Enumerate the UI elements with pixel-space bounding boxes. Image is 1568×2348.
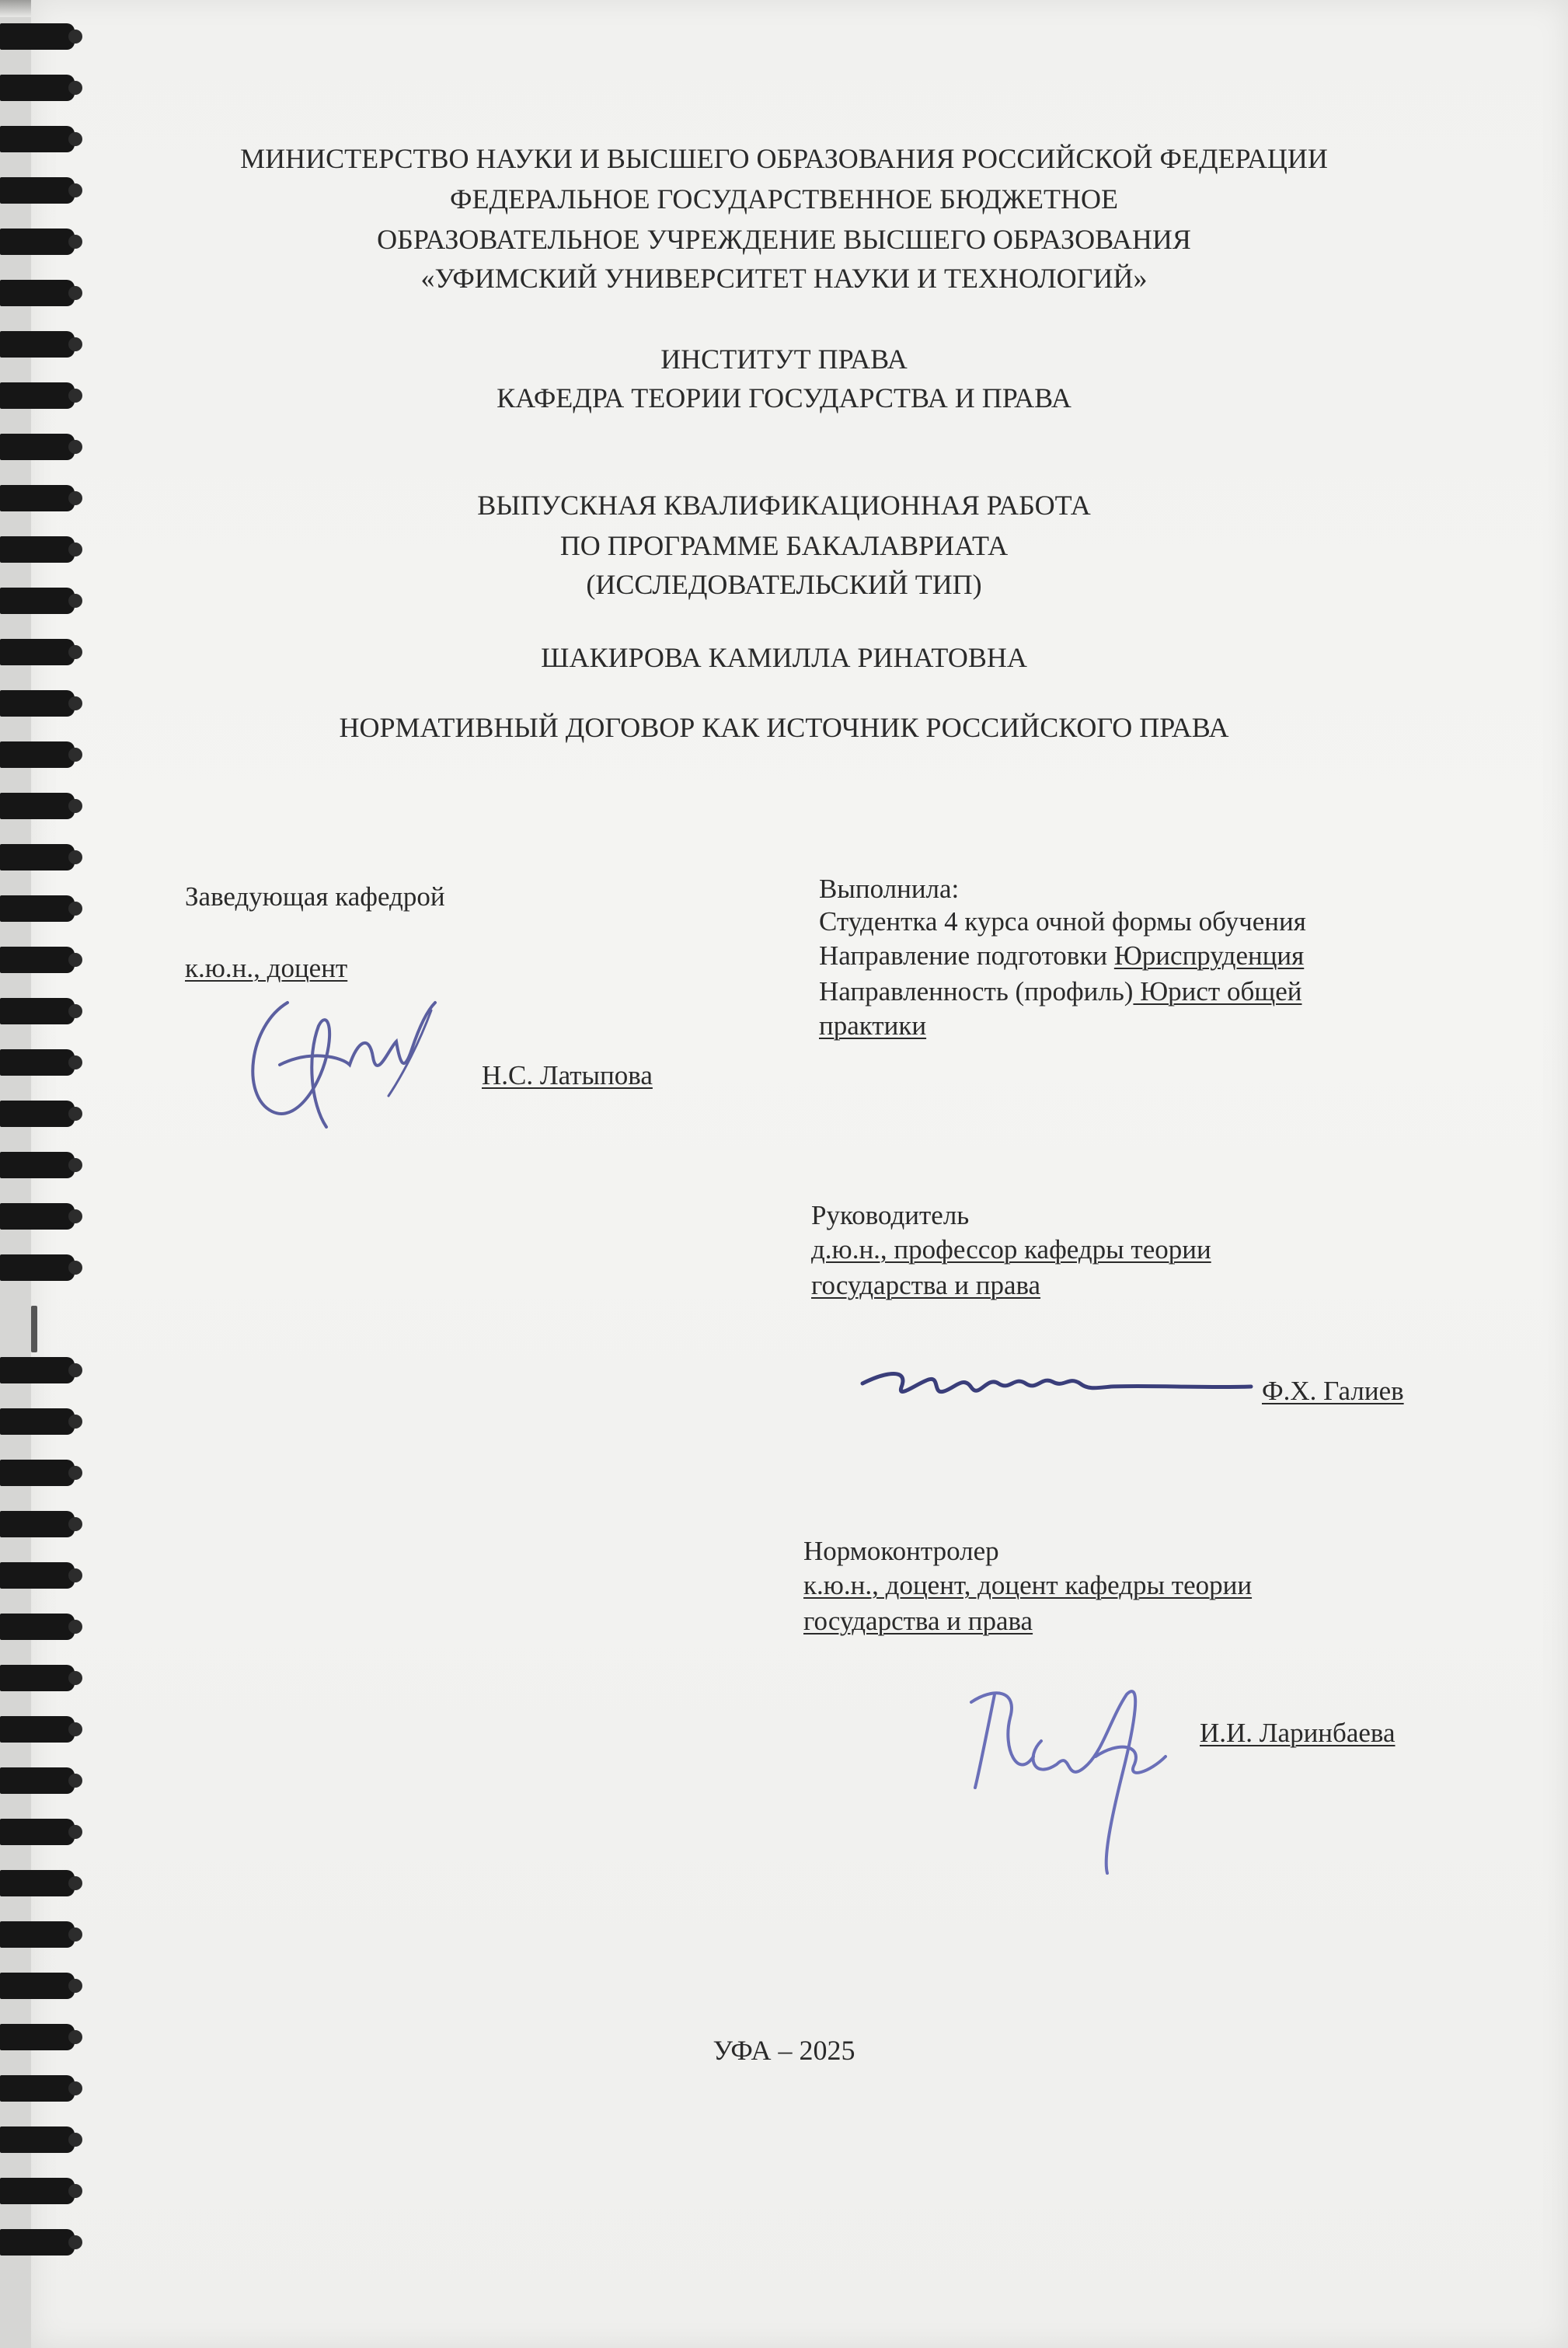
binding-hole <box>68 1209 82 1223</box>
binding-coil <box>0 1049 75 1076</box>
binding-coil <box>0 998 75 1024</box>
supervisor-position-2: государства и права <box>811 1270 1041 1300</box>
binding-hole <box>68 1466 82 1480</box>
binding-coil <box>0 1665 75 1691</box>
binding-coil <box>0 1101 75 1127</box>
binding-coil <box>0 2229 75 2256</box>
supervisor-signature <box>855 1352 1259 1422</box>
binding-coil <box>0 1819 75 1845</box>
student-label: Выполнила: <box>819 874 960 904</box>
binding-coil <box>0 1152 75 1178</box>
binding-hole <box>68 1107 82 1121</box>
binding-coil <box>0 1460 75 1486</box>
binding-hole <box>68 1568 82 1582</box>
normcontroller-position-2: государства и права <box>803 1606 1033 1636</box>
binding-coil <box>0 23 75 50</box>
author-name: ШАКИРОВА КАМИЛЛА РИНАТОВНА <box>541 642 1027 673</box>
work-type-line-3: (ИССЛЕДОВАТЕЛЬСКИЙ ТИП) <box>586 569 982 600</box>
binding-coil <box>0 2075 75 2102</box>
work-type-line-2: ПО ПРОГРАММЕ БАКАЛАВРИАТА <box>559 530 1009 561</box>
city-year: УФА – 2025 <box>713 2035 855 2066</box>
binding-hole <box>68 1671 82 1685</box>
binding-hole <box>68 953 82 967</box>
binding-coil <box>0 1614 75 1640</box>
binding-coil <box>31 1306 37 1352</box>
normcontroller-position-1: к.ю.н., доцент, доцент кафедры теории <box>803 1570 1253 1600</box>
binding-hole <box>68 1415 82 1429</box>
ministry-line: МИНИСТЕРСТВО НАУКИ И ВЫСШЕГО ОБРАЗОВАНИЯ РОССИЙСКОЙ ФЕДЕРАЦИИ <box>240 143 1328 174</box>
binding-hole <box>68 748 82 762</box>
binding-hole <box>68 1261 82 1275</box>
student-course: Студентка 4 курса очной формы обучения <box>819 906 1306 937</box>
binding-hole <box>68 1979 82 1993</box>
binding-coil <box>0 1408 75 1435</box>
binding-coil <box>0 2178 75 2204</box>
binding-hole <box>68 1876 82 1890</box>
binding-hole <box>68 2133 82 2147</box>
binding-coil <box>0 75 75 101</box>
head-signature <box>233 979 466 1135</box>
binding-hole <box>68 1722 82 1736</box>
binding-hole <box>68 1620 82 1634</box>
binding-hole <box>68 30 82 44</box>
binding-hole <box>68 1004 82 1018</box>
binding-hole <box>68 1774 82 1788</box>
normcontroller-signature <box>948 1671 1181 1889</box>
institute-name: ИНСТИТУТ ПРАВА <box>660 344 908 375</box>
binding-coil <box>0 1357 75 1383</box>
university-name: «УФИМСКИЙ УНИВЕРСИТЕТ НАУКИ И ТЕХНОЛОГИЙ» <box>420 263 1148 294</box>
student-profile <box>819 976 1302 1007</box>
supervisor-position-1: д.ю.н., профессор кафедры теории <box>811 1234 1211 1265</box>
head-role: Заведующая кафедрой <box>185 881 445 912</box>
binding-hole <box>68 1158 82 1172</box>
binding-hole <box>68 799 82 813</box>
binding-hole <box>68 696 82 710</box>
direction-label: Направление подготовки <box>819 940 1114 971</box>
binding-coil <box>0 1973 75 1999</box>
head-degree: к.ю.н., доцент <box>185 953 348 983</box>
binding-coil <box>0 1511 75 1537</box>
binding-coil <box>0 844 75 870</box>
binding-coil <box>0 947 75 973</box>
binding-hole <box>68 2081 82 2095</box>
student-direction <box>819 940 1304 972</box>
profile-label: Направленность (профиль) <box>819 976 1134 1007</box>
binding-hole <box>68 902 82 916</box>
profile-value-cont: практики <box>819 1010 927 1041</box>
supervisor-role: Руководитель <box>811 1200 970 1230</box>
binding-coil <box>0 1870 75 1896</box>
binding-coil <box>0 1254 75 1281</box>
binding-hole <box>68 81 82 95</box>
binding-coil <box>0 2126 75 2153</box>
binding-coil <box>0 1203 75 1230</box>
department-name: КАФЕДРА ТЕОРИИ ГОСУДАРСТВА И ПРАВА <box>497 382 1071 413</box>
direction-value: Юриспруденция <box>1113 940 1305 971</box>
binding-hole <box>68 1825 82 1839</box>
binding-coil <box>0 434 75 460</box>
binding-hole <box>68 2235 82 2249</box>
institution-line: ОБРАЗОВАТЕЛЬНОЕ УЧРЕЖДЕНИЕ ВЫСШЕГО ОБРАЗОВАНИЯ <box>377 224 1191 255</box>
binding-hole <box>68 2184 82 2198</box>
binding-hole <box>68 1363 82 1377</box>
work-type-line-1: ВЫПУСКНАЯ КВАЛИФИКАЦИОННАЯ РАБОТА <box>477 490 1091 521</box>
binding-hole <box>68 1928 82 1942</box>
profile-value: Юрист общей <box>1133 976 1302 1007</box>
head-name: Н.С. Латыпова <box>482 1060 653 1090</box>
binding-hole <box>68 1517 82 1531</box>
binding-coil <box>0 895 75 922</box>
supervisor-name: Ф.Х. Галиев <box>1262 1376 1404 1406</box>
binding-coil <box>0 1921 75 1948</box>
work-title: НОРМАТИВНЫЙ ДОГОВОР КАК ИСТОЧНИК РОССИЙСКОГО ПРАВА <box>339 712 1229 743</box>
binding-coil <box>0 1562 75 1589</box>
binding-hole <box>68 440 82 454</box>
normcontroller-role: Нормоконтролер <box>803 1536 999 1566</box>
binding-hole <box>68 850 82 864</box>
binding-coil <box>0 793 75 819</box>
normcontroller-name: И.И. Ларинбаева <box>1200 1718 1396 1748</box>
binding-coil <box>0 1767 75 1794</box>
binding-coil <box>0 741 75 768</box>
federal-line: ФЕДЕРАЛЬНОЕ ГОСУДАРСТВЕННОЕ БЮДЖЕТНОЕ <box>450 183 1118 215</box>
binding-hole <box>68 1055 82 1069</box>
binding-coil <box>0 1716 75 1743</box>
